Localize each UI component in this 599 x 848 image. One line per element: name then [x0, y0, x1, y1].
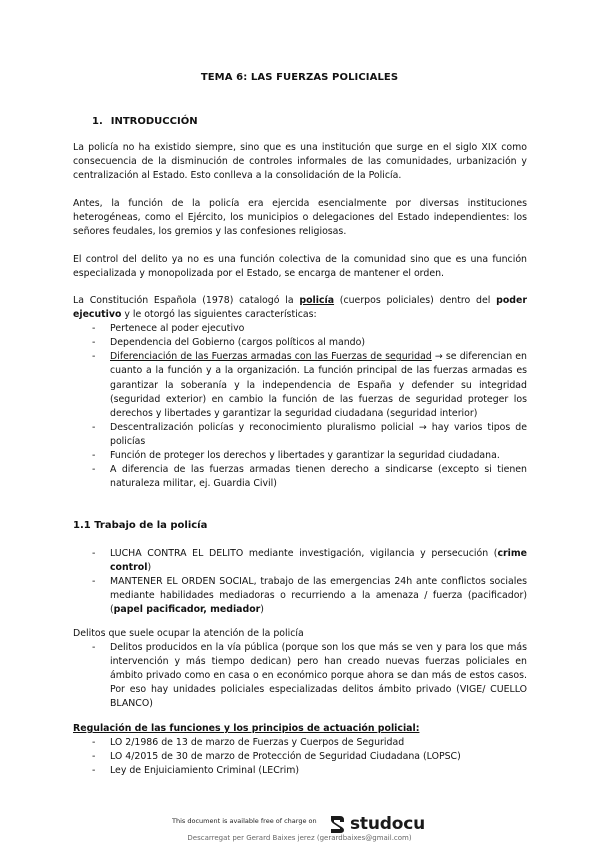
- section-number: 1.: [92, 116, 103, 127]
- list-item: - A diferencia de las fuerzas armadas tienen derecho a sindicarse (excepto si tienen naturaleza militar, ej. Guardia Civil): [73, 463, 527, 491]
- studocu-wordmark: studocu: [350, 814, 425, 834]
- trabajo-list-block: [73, 547, 527, 617]
- trabajo-list: [73, 547, 527, 617]
- list-item: - Ley de Enjuiciamiento Criminal (LECrim): [73, 764, 527, 778]
- list-item: - Descentralización policías y reconocimiento pluralismo policial → hay varios tipos de policías: [73, 421, 527, 449]
- list-item: - MANTENER EL ORDEN SOCIAL, trabajo de las emergencias 24h ante conflictos sociales mediante habilidades mediadoras o recurriendo a la amenaza / fuerza (pacificador) (papel pacificador, mediador): [73, 575, 527, 617]
- delitos-intro: Delitos que suele ocupar la atención de la policía: [73, 628, 304, 639]
- term-poder-ejecutivo: poder ejecutivo: [73, 295, 527, 321]
- intro-paragraph-2: Antes, la función de la policía era ejercida esencialmente por diversas instituciones heterogéneas, como el Ejército, los municipios o delegaciones del Estado independientes: los señores feudales, los gremios y las confesiones religiosas.: [73, 198, 527, 238]
- availability-note: This document is available free of charge on: [172, 817, 317, 825]
- intro-paragraph-1: La policía no ha existido siempre, sino que es una institución que surge en el siglo XIX como consecuencia de la disminución de controles informales de las comunidades, urbanización y centralización al Estado. Esto conlleva a la consolidación de la Policía.: [73, 142, 527, 182]
- regulacion-heading: Regulación de las funciones y los principios de actuación policial:: [73, 723, 420, 734]
- regulacion-block: [73, 722, 527, 778]
- section-label: INTRODUCCIÓN: [110, 116, 198, 127]
- studocu-mark-icon: [328, 814, 348, 834]
- list-item: - Diferenciación de las Fuerzas armadas con las Fuerzas de seguridad → se diferencian en cuanto a la función y a la organización. La función principal de las fuerzas armadas es garantizar la soberanía y la independencia de España y defender su integridad (seguridad exterior) en cambio la función de las fuerzas de seguridad proteger los derechos y libertades y garantizar la seguridad ciudadana (seguridad interior): [73, 350, 527, 420]
- constitucion-paragraph: La Constitución Española (1978) catalogó la policía (cuerpos policiales) dentro del poder ejecutivo y le otorgó las siguientes características: - Pertenece al poder ejecutivo - Dependencia del Gobierno (cargos políticos al mando) - Diferenciación de las Fuerzas armadas con las Fuerzas de seguridad → se diferencian en cuanto a la función y a la organización. La función principal de las fuerzas armadas es garantizar la soberanía y la independencia de España y defender su integridad (seguridad exterior) en cambio la función de las fuerzas de seguridad proteger los derechos y libertades y garantizar la seguridad ciudadana (seguridad interior) - Descentralización policías y reconocimiento pluralismo policial → hay varios tipos de policías - Función de proteger los derechos y libertades y garantizar la seguridad ciudadana. - A diferencia de las fuerzas armadas tienen derecho a sindicarse (excepto si tienen naturaleza militar, ej. Guardia Civil): [73, 294, 527, 491]
- delitos-block: [73, 627, 527, 712]
- document-title: TEMA 6: LAS FUERZAS POLICIALES: [200, 72, 399, 83]
- studocu-logo[interactable]: [328, 814, 425, 834]
- list-item: - LO 4/2015 de 30 de marzo de Protección de Seguridad Ciudadana (LOPSC): [73, 750, 527, 764]
- list-item: - Delitos producidos en la vía pública (porque son los que más se ven y para los que más intervención y más tiempo dedican) pero han creado nuevas fuerzas policiales en ámbito privado como en casa o en económico porque ahora se dan más de estos casos. Por eso hay unidades policiales especializadas delitos ámbito privado (VIGE/ CUELLO BLANCO): [73, 641, 527, 711]
- section-heading-trabajo: 1.1 Trabajo de la policía: [73, 520, 208, 531]
- list-item: - Pertenece al poder ejecutivo: [73, 322, 527, 336]
- studocu-footer: [0, 814, 599, 834]
- regulacion-list: [73, 736, 527, 778]
- list-item: - LO 2/1986 de 13 de marzo de Fuerzas y Cuerpos de Seguridad: [73, 736, 527, 750]
- section-heading-introduccion: [92, 116, 198, 127]
- delitos-list: [73, 641, 527, 711]
- term-policia: policía: [299, 295, 335, 306]
- caracteristicas-list: [73, 322, 527, 491]
- list-item: - Función de proteger los derechos y libertades y garantizar la seguridad ciudadana.: [73, 449, 527, 463]
- intro-paragraph-3: El control del delito ya no es una función colectiva de la comunidad sino que es una función especializada y monopolizada por el Estado, se encarga de mantener el orden.: [73, 254, 527, 280]
- list-item: - Dependencia del Gobierno (cargos políticos al mando): [73, 336, 527, 350]
- list-item: - LUCHA CONTRA EL DELITO mediante investigación, vigilancia y persecución (crime control): [73, 547, 527, 575]
- download-note: Descarregat per Gerard Baixes jerez (gerardbaixes@gmail.com): [187, 834, 412, 842]
